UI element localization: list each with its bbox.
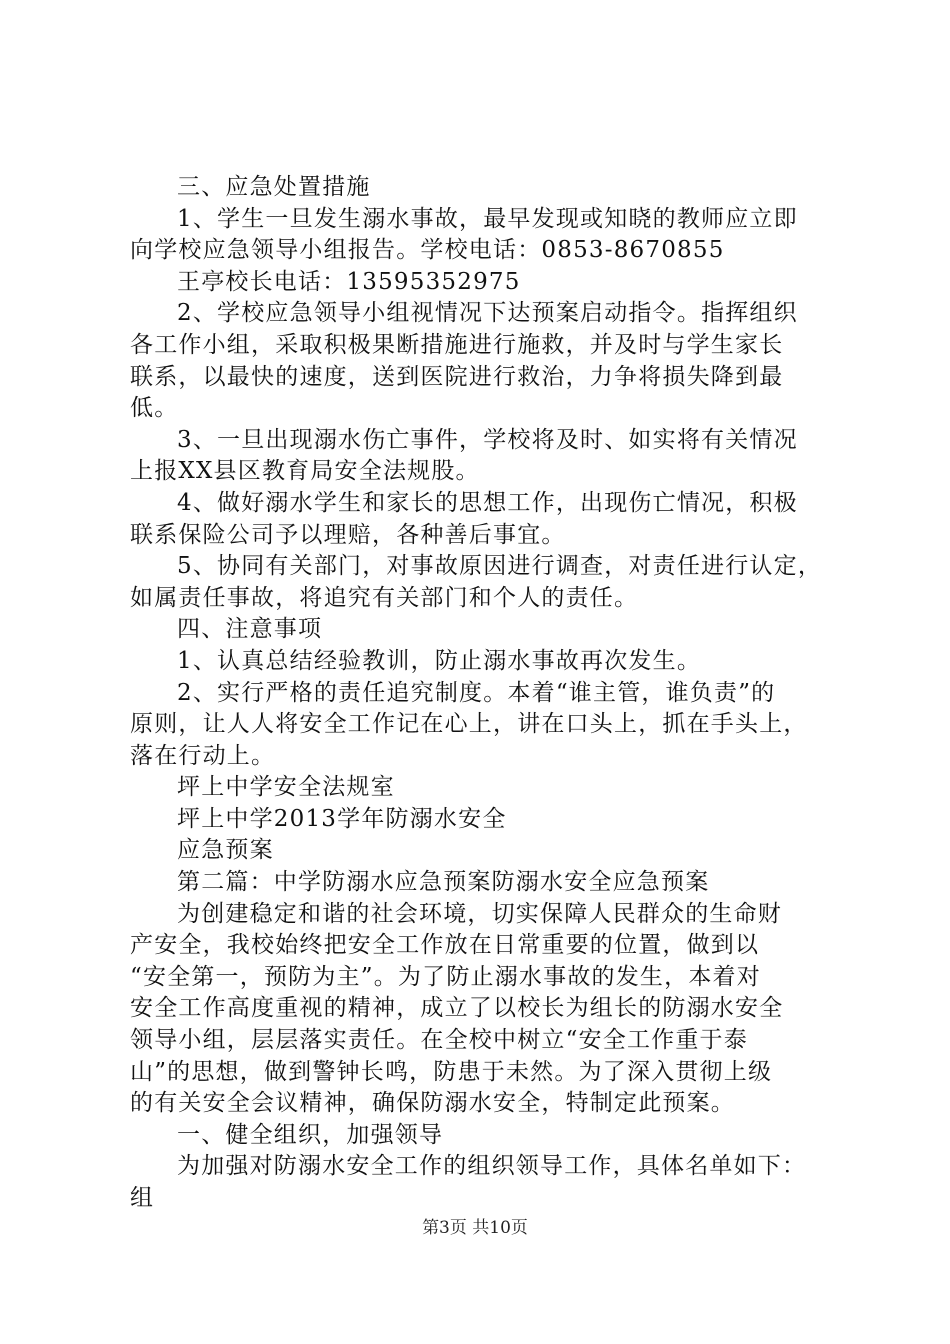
text-line: 应急预案 (177, 837, 274, 864)
text-line: 安全工作高度重视的精神，成立了以校长为组长的防溺水安全 (130, 995, 784, 1022)
text-line: 王亭校长电话：13595352975 (177, 268, 521, 295)
text-line: 领导小组，层层落实责任。在全校中树立“安全工作重于泰 (130, 1027, 748, 1054)
text-line: “安全第一，预防为主”。为了防止溺水事故的发生，本着对 (130, 963, 761, 990)
text-line: 1、学生一旦发生溺水事故，最早发现或知晓的教师应立即 (177, 205, 798, 232)
text-line: 一、健全组织，加强领导 (177, 1121, 444, 1148)
text-line: 产安全，我校始终把安全工作放在日常重要的位置，做到以 (130, 932, 760, 959)
text-line: 为创建稳定和谐的社会环境，切实保障人民群众的生命财 (177, 900, 782, 927)
text-line: 4、做好溺水学生和家长的思想工作，出现伤亡情况，积极 (177, 489, 798, 516)
text-line: 3、一旦出现溺水伤亡事件，学校将及时、如实将有关情况 (177, 426, 798, 453)
text-line: 联系，以最快的速度，送到医院进行救治，力争将损失降到最 (130, 363, 784, 390)
page-footer: 第3页 共10页 (422, 1218, 528, 1238)
text-line: 向学校应急领导小组报告。学校电话：0853-8670855 (130, 237, 725, 264)
text-line: 5、协同有关部门，对事故原因进行调查，对责任进行认定， (177, 553, 823, 580)
text-line: 山”的思想，做到警钟长鸣，防患于未然。为了深入贯彻上级 (130, 1058, 773, 1085)
text-line: 联系保险公司予以理赔，各种善后事宜。 (130, 521, 566, 548)
text-line: 原则，让人人将安全工作记在心上，讲在口头上，抓在手头上， (130, 711, 808, 738)
text-line: 组 (130, 1185, 155, 1211)
text-line: 坪上中学2013学年防溺水安全 (177, 805, 507, 832)
text-line: 三、应急处置措施 (177, 174, 371, 200)
text-line: 四、注意事项 (177, 616, 323, 643)
text-line: 各工作小组，采取积极果断措施进行施救，并及时与学生家长 (130, 331, 784, 358)
text-line: 的有关安全会议精神，确保防溺水安全，特制定此预案。 (130, 1090, 735, 1117)
text-line: 如属责任事故，将追究有关部门和个人的责任。 (130, 584, 639, 611)
text-line: 2、学校应急领导小组视情况下达预案启动指令。指挥组织 (177, 300, 798, 327)
text-line: 坪上中学安全法规室 (177, 774, 395, 801)
text-line: 第二篇：中学防溺水应急预案防溺水安全应急预案 (177, 869, 710, 896)
text-line: 2、实行严格的责任追究制度。本着“谁主管，谁负责”的 (177, 679, 776, 706)
text-line: 1、认真总结经验教训，防止溺水事故再次发生。 (177, 647, 702, 674)
text-line: 上报XX县区教育局安全法规股。 (130, 458, 480, 485)
text-line: 落在行动上。 (130, 742, 276, 769)
text-line: 低。 (130, 395, 179, 422)
text-line: 为加强对防溺水安全工作的组织领导工作，具体名单如下： (177, 1153, 807, 1180)
document-body (130, 172, 830, 1215)
